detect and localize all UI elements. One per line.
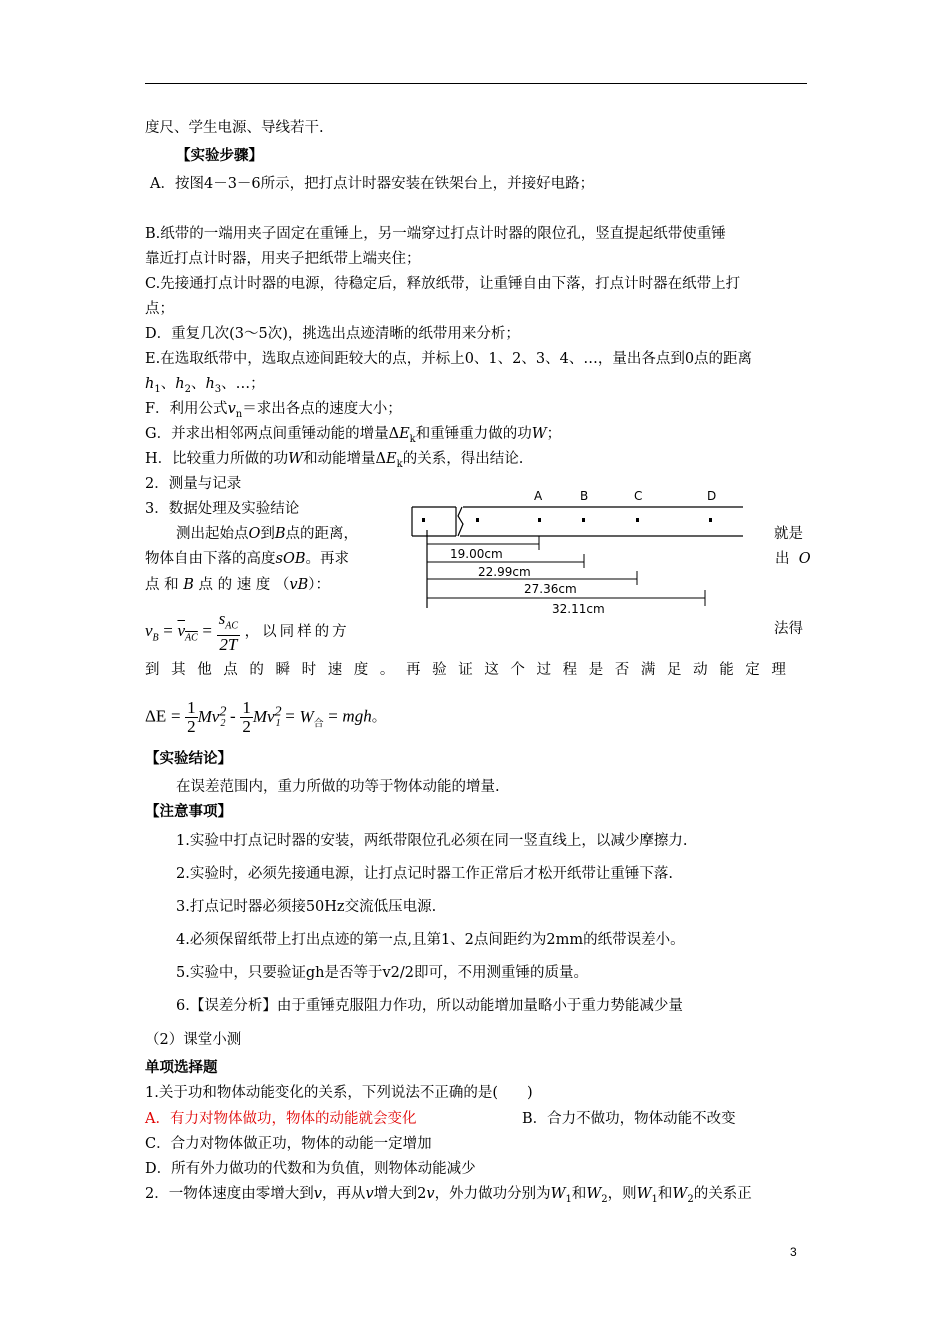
point-label-a: A bbox=[534, 489, 543, 503]
single-choice-heading: 单项选择题 bbox=[145, 1060, 218, 1076]
measure-label-ob: 22.99cm bbox=[478, 565, 531, 579]
question-1: 1.关于功和物体动能变化的关系，下列说法不正确的是( ) bbox=[145, 1085, 533, 1101]
section-heading-steps: 【实验步骤】 bbox=[176, 148, 263, 164]
step-f: F．利用公式$v_n=$求出各点的速度大小； bbox=[145, 401, 402, 420]
step-g: G．并求出相邻两点间重锤动能的增量$\Delta E_k$和重锤重力做的功W； bbox=[145, 426, 562, 445]
para-line4-right: 法得 bbox=[774, 621, 803, 637]
note-2: 2.实验时，必须先接通电源，让打点记时器工作正常后才松开纸带让重锤下落. bbox=[176, 866, 673, 882]
note-5: 5.实验中，只要验证gh是否等于v2/2即可，不用测重锤的质量。 bbox=[176, 965, 588, 981]
tape-dot bbox=[476, 518, 479, 522]
measure-label-oc: 27.36cm bbox=[524, 582, 577, 596]
measure-oc bbox=[427, 571, 637, 596]
tape-tear-edge bbox=[458, 507, 463, 536]
para-line5: 到其他点的瞬时速度。再验证这个过程是否满足动能定理 bbox=[145, 662, 798, 678]
question-1-option-b: B．合力不做功，物体动能不改变 bbox=[522, 1111, 736, 1127]
measure-label-od: 32.11cm bbox=[552, 602, 605, 616]
fraction-sac-2t: $\frac{s_{AC}}{2T}$ bbox=[218, 609, 239, 655]
step-c-line1: C.先接通打点计时器的电源，待稳定后，释放纸带，让重锤自由下落，打点计时器在纸带上打 bbox=[145, 276, 741, 292]
step-e-line2: $h_1$、$h_2$、$h_3$、…； bbox=[145, 376, 265, 395]
para-line1-right: 就是 bbox=[774, 526, 803, 542]
note-3: 3.打点记时器必须接50Hz交流低压电源. bbox=[176, 899, 437, 915]
step-c-line2: 点； bbox=[145, 301, 174, 317]
measure-label-oa: 19.00cm bbox=[450, 547, 503, 561]
para-line2-right: 出 O bbox=[775, 551, 811, 567]
note-1: 1.实验中打点记时器的安装，两纸带限位孔必须在同一竖直线上，以减少摩擦力. bbox=[176, 833, 688, 849]
tape-origin-dot bbox=[422, 518, 425, 522]
question-1-option-a: A．有力对物体做功，物体的动能就会变化 bbox=[145, 1111, 417, 1127]
section-heading-conclusion: 【实验结论】 bbox=[145, 751, 232, 767]
question-2: 2．一物体速度由零增大到v，再从v增大到2v，外力做功分别为$W_1$和$W_2$，则$W_1$和$W_2$的关系正 bbox=[145, 1186, 752, 1205]
paper-tape-figure bbox=[408, 484, 753, 619]
step-b-line2: 靠近打点计时器，用夹子把纸带上端夹住； bbox=[145, 251, 421, 267]
step-e-line1: E.在选取纸带中，选取点迹间距较大的点，并标上0、1、2、3、4、…，量出各点到0点的距离 bbox=[145, 351, 753, 367]
para-line2: 物体自由下落的高度sOB。再求 bbox=[145, 551, 349, 567]
item-3: 3．数据处理及实验结论 bbox=[145, 501, 300, 517]
point-label-c: C bbox=[634, 489, 643, 503]
step-d: D．重复几次(3～5次)，挑选出点迹清晰的纸带用来分析； bbox=[145, 326, 520, 342]
item-2: 2．测量与记录 bbox=[145, 476, 242, 492]
para-line1: 测出起始点O到B点的距离， bbox=[176, 526, 359, 542]
page-number: 3 bbox=[790, 1245, 797, 1259]
para-line3: 点 和 B 点 的 速 度 （vB）： bbox=[145, 577, 331, 593]
text-line: 度尺、学生电源、导线若干. bbox=[145, 120, 324, 136]
point-label-d: D bbox=[707, 489, 717, 503]
question-1-option-d: D．所有外力做功的代数和为负值，则物体动能减少 bbox=[145, 1161, 476, 1177]
step-b-line1: B.纸带的一端用夹子固定在重锤上，另一端穿过打点计时器的限位孔，竖直提起纸带使重锤 bbox=[145, 226, 726, 242]
tape-dot-b bbox=[582, 518, 585, 522]
step-h: H．比较重力所做的功W和动能增量$\Delta E_k$的关系，得出结论. bbox=[145, 451, 524, 470]
note-4: 4.必须保留纸带上打出点迹的第一点,且第1、2点间距约为2mm的纸带误差小。 bbox=[176, 932, 685, 948]
formula-kinetic-theorem: ΔE = $\frac{1}{2}$ $Mv^2_2$ - $\frac{1}{2}$ $Mv^2_1 = W_合$ = mgh。 bbox=[145, 698, 387, 737]
tape-dot-d bbox=[709, 518, 712, 522]
formula-vb: $v_B = v_{AC}$ = $\frac{s_{AC}}{2T}$ ，以同样的方 bbox=[145, 609, 350, 655]
header-rule bbox=[145, 83, 807, 84]
step-a: A．按图4－3－6所示，把打点计时器安装在铁架台上，并接好电路； bbox=[150, 176, 595, 192]
tape-dot-c bbox=[636, 518, 639, 522]
question-1-option-c: C．合力对物体做正功，物体的动能一定增加 bbox=[145, 1136, 432, 1152]
tape-dot-a bbox=[538, 518, 541, 522]
conclusion-text: 在误差范围内，重力所做的功等于物体动能的增量. bbox=[176, 779, 500, 795]
measure-oa bbox=[427, 536, 539, 561]
note-6: 6.【误差分析】由于重锤克服阻力作功，所以动能增加量略小于重力势能减少量 bbox=[176, 998, 683, 1014]
quiz-heading: （2）课堂小测 bbox=[145, 1032, 242, 1048]
point-label-b: B bbox=[580, 489, 589, 503]
section-heading-notes: 【注意事项】 bbox=[145, 804, 232, 820]
tape-start-box bbox=[412, 507, 456, 536]
